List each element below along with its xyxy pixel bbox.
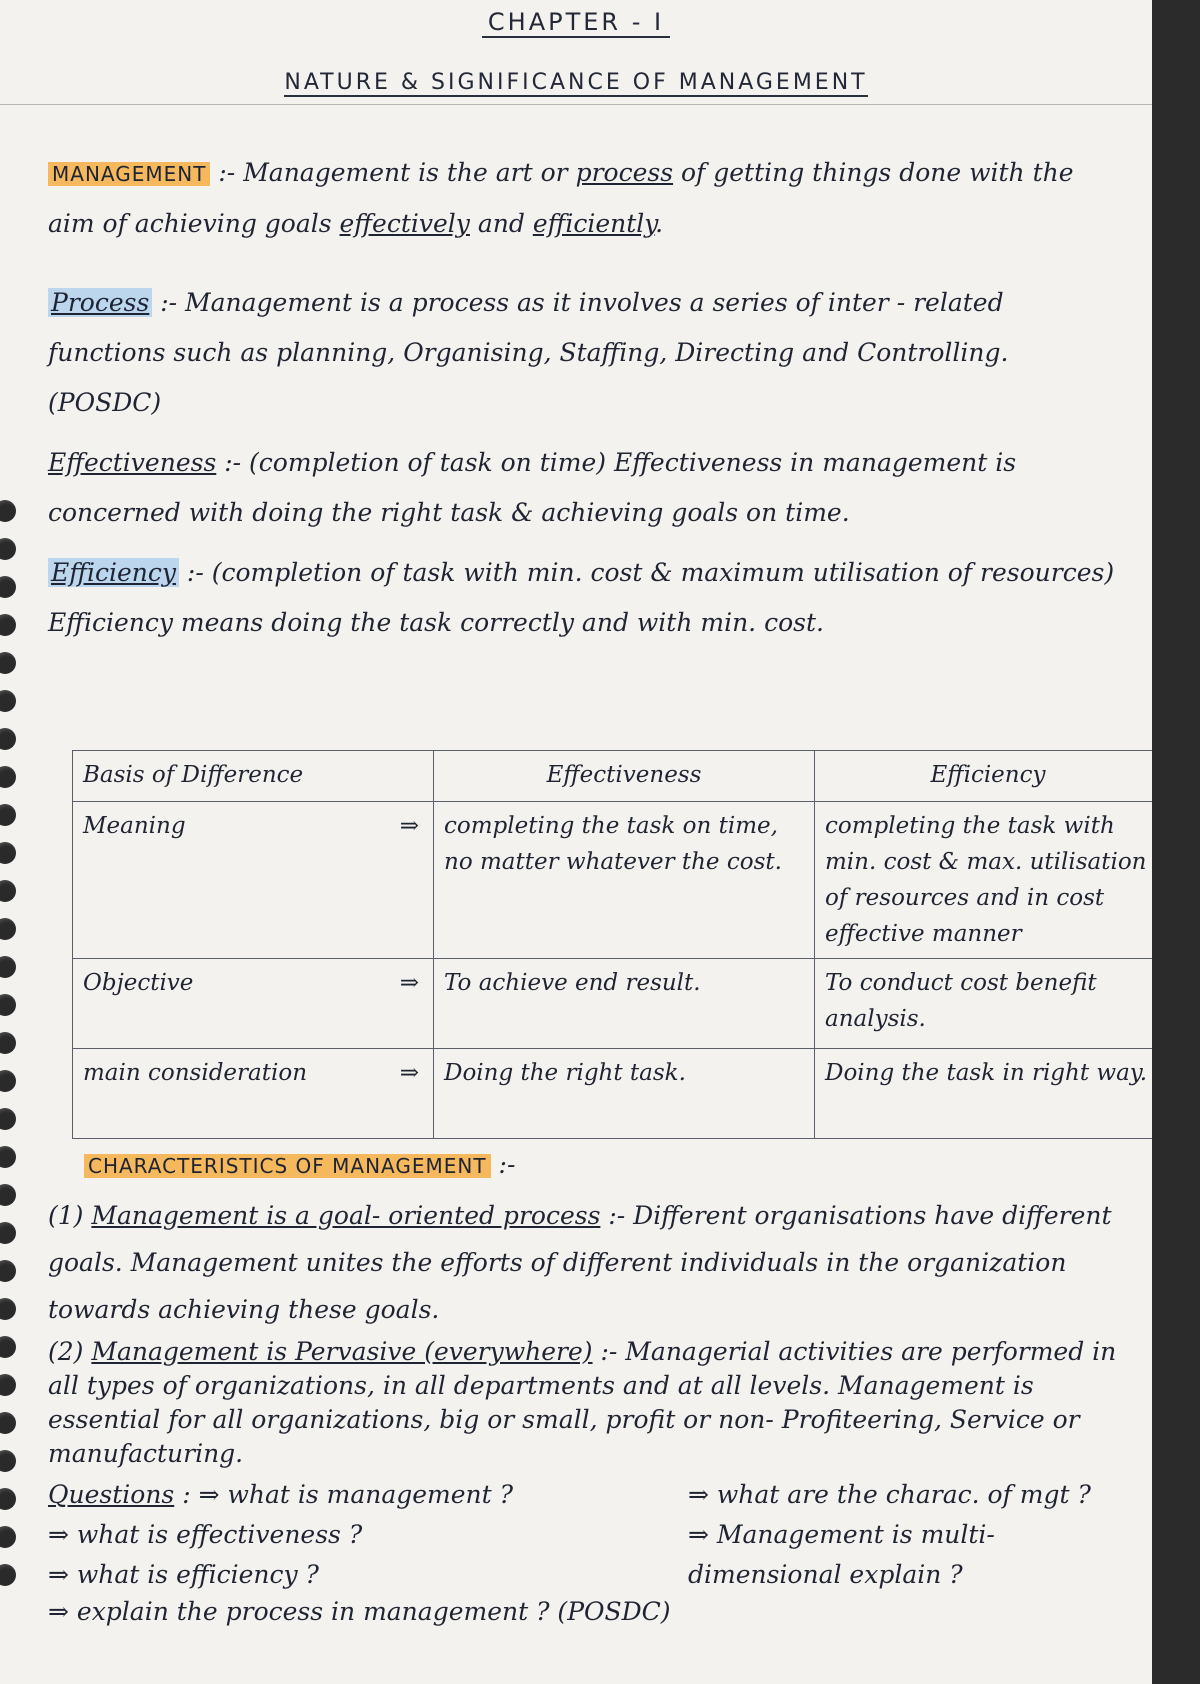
table-cell-basis <box>73 1049 434 1139</box>
table-header-basis: Basis of Difference <box>73 751 434 802</box>
management-process-word: process <box>575 158 674 187</box>
table-cell-effectiveness: Doing the right task. <box>434 1049 815 1139</box>
management-and: and <box>469 209 533 238</box>
row-basis-label: Meaning <box>83 813 186 839</box>
table-cell-basis <box>73 959 434 1049</box>
question-item: ⇒ what are the charac. of mgt ? <box>688 1480 1091 1509</box>
management-efficiently: efficiently <box>532 209 656 238</box>
efficiency-definition <box>48 548 1120 648</box>
point-title: Management is Pervasive (everywhere) <box>91 1337 593 1366</box>
effectiveness-term: Effectiveness <box>48 448 217 477</box>
effectiveness-definition <box>48 438 1120 538</box>
characteristics-heading <box>84 1140 515 1191</box>
table-cell-efficiency: To conduct cost benefit analysis. <box>815 959 1162 1049</box>
arrow-icon: ⇒ <box>399 813 419 839</box>
process-definition <box>48 278 1120 428</box>
table-cell-efficiency: Doing the task in right way. <box>815 1049 1162 1139</box>
header-divider <box>0 104 1152 105</box>
management-separator: :- <box>210 158 244 187</box>
page-subtitle <box>0 70 1152 95</box>
process-term: Process <box>48 288 152 317</box>
management-text-pre: Management is the art or <box>243 158 576 187</box>
characteristics-separator: :- <box>490 1150 516 1179</box>
page-edge-shadow <box>1152 0 1200 1684</box>
management-text-mid: of getting things done with the aim of achieving goals <box>48 158 1074 238</box>
management-end: . <box>655 209 664 238</box>
questions-right-column <box>688 1475 1128 1595</box>
efficiency-term: Efficiency <box>48 558 179 587</box>
table-header-effectiveness: Effectiveness <box>434 751 815 802</box>
table-cell-basis <box>73 802 434 959</box>
table-header-row <box>73 751 1162 802</box>
question-item: ⇒ what is efficiency ? <box>48 1560 319 1589</box>
point-number: (1) <box>48 1201 84 1230</box>
chapter-label: CHAPTER - I <box>482 8 670 38</box>
management-effectively: effectively <box>339 209 470 238</box>
table-header-efficiency: Efficiency <box>815 751 1162 802</box>
table-cell-effectiveness: To achieve end result. <box>434 959 815 1049</box>
management-term: MANAGEMENT <box>48 162 210 186</box>
question-item: ⇒ what is effectiveness ? <box>48 1520 363 1549</box>
table-cell-efficiency: completing the task with min. cost & max. utilisation of resources and in cost effective manner <box>815 802 1162 959</box>
question-text: : ⇒ what is management ? <box>182 1480 514 1509</box>
chapter-title <box>0 8 1152 36</box>
characteristics-title: CHARACTERISTICS OF MANAGEMENT <box>84 1154 491 1178</box>
point-text: :- Managerial activities are performed in all types of organizations, in all departments and at all levels. Management is essential for all organizations, big or small, profit or non- Profiteering, Service or manufacturing. <box>48 1337 1117 1468</box>
arrow-icon: ⇒ <box>399 1060 419 1086</box>
characteristic-point-2 <box>48 1335 1120 1471</box>
questions-label: Questions <box>48 1480 175 1509</box>
management-definition <box>48 148 1120 249</box>
arrow-icon: ⇒ <box>399 970 419 996</box>
subtitle-label: NATURE & SIGNIFICANCE OF MANAGEMENT <box>284 70 868 95</box>
point-number: (2) <box>48 1337 84 1366</box>
point-title: Management is a goal- oriented process <box>91 1201 601 1230</box>
table-cell-effectiveness: completing the task on time, no matter whatever the cost. <box>434 802 815 959</box>
difference-table <box>72 750 1162 1139</box>
table-row <box>73 959 1162 1049</box>
spiral-binding <box>0 500 30 1602</box>
process-text: :- Management is a process as it involves a series of inter - related functions such as planning, Organising, Staffing, Directing and Controlling. (POSDC) <box>48 288 1009 417</box>
characteristic-point-1 <box>48 1192 1120 1333</box>
questions-left-column <box>48 1475 688 1629</box>
table-row <box>73 802 1162 959</box>
table-row <box>73 1049 1162 1139</box>
row-basis-label: main consideration <box>83 1060 308 1086</box>
question-item: ⇒ explain the process in management ? (POSDC) <box>48 1597 671 1626</box>
efficiency-text: :- (completion of task with min. cost & maximum utilisation of resources) Efficiency means doing the task correctly and with min. cost. <box>48 558 1115 637</box>
question-item: ⇒ Management is multi- dimensional explain ? <box>688 1520 995 1589</box>
question-item <box>48 1475 688 1515</box>
point-text: :- Different organisations have different goals. Management unites the efforts of different individuals in the organization towards achieving these goals. <box>48 1201 1112 1324</box>
row-basis-label: Objective <box>83 970 194 996</box>
effectiveness-text: :- (completion of task on time) Effectiveness in management is concerned with doing the right task & achieving goals on time. <box>48 448 1017 527</box>
